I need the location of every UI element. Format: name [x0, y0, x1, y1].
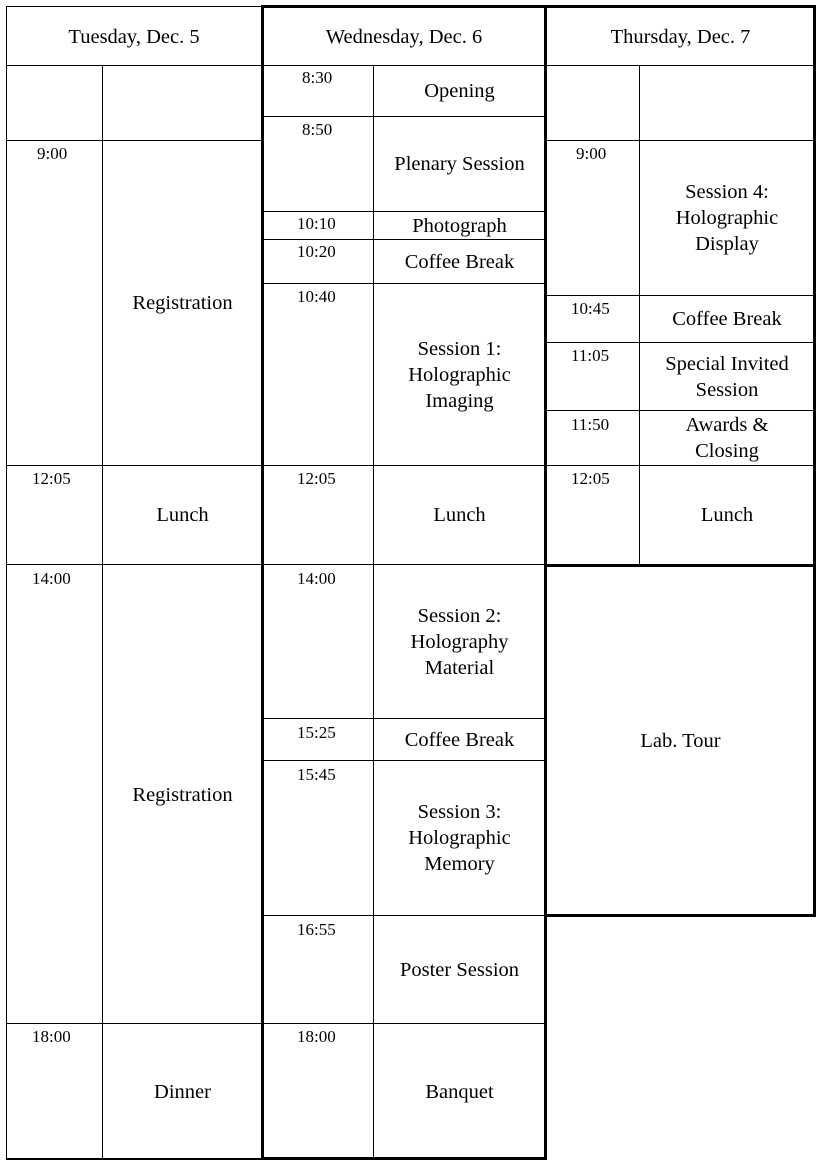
wed-time-1545: 15:45	[297, 765, 336, 784]
grid-line	[6, 140, 262, 141]
thu-time-1205: 12:05	[571, 469, 610, 488]
grid-line	[102, 65, 103, 1159]
thu-lab-tour: Lab. Tour	[640, 730, 721, 752]
wed-time-1040: 10:40	[297, 287, 336, 306]
tue-time-1205: 12:05	[32, 469, 71, 488]
wed-time-1020: 10:20	[297, 242, 336, 261]
grid-line	[544, 5, 816, 8]
grid-line	[263, 564, 545, 565]
grid-line	[547, 65, 813, 66]
wed-time-1010: 10:10	[297, 214, 336, 233]
wed-coffee-break-afternoon: Coffee Break	[404, 728, 515, 751]
grid-line	[263, 65, 545, 66]
wed-photograph: Photograph	[412, 214, 507, 237]
grid-line	[547, 140, 813, 141]
thu-time-1150: 11:50	[571, 415, 610, 434]
grid-line	[261, 1157, 547, 1160]
grid-line	[263, 239, 545, 240]
grid-line	[6, 465, 262, 466]
tue-time-1400: 14:00	[32, 569, 71, 588]
grid-line	[639, 65, 640, 564]
tue-registration-morning: Registration	[132, 292, 233, 314]
wed-session-1: Session 1: Holographic Imaging	[408, 337, 511, 412]
grid-line	[544, 564, 816, 567]
grid-line	[263, 1023, 545, 1024]
wed-coffee-break-morning: Coffee Break	[404, 250, 515, 273]
grid-line	[6, 6, 7, 1160]
header-tuesday: Tuesday, Dec. 5	[68, 25, 200, 48]
thu-time-0900: 9:00	[576, 144, 607, 163]
header-thursday: Thursday, Dec. 7	[610, 25, 751, 48]
thu-awards-closing: Awards & Closing	[685, 414, 769, 462]
tue-lunch: Lunch	[156, 504, 209, 526]
wed-time-1525: 15:25	[297, 723, 336, 742]
tue-time-1800: 18:00	[32, 1027, 71, 1046]
thu-special-invited-session: Special Invited Session	[665, 352, 789, 401]
grid-line	[6, 1158, 262, 1160]
thu-lunch: Lunch	[700, 504, 754, 526]
tue-registration-afternoon: Registration	[132, 784, 233, 806]
grid-line	[6, 1023, 262, 1024]
grid-line	[6, 564, 262, 565]
grid-line	[544, 5, 547, 1160]
tue-time-0900: 9:00	[37, 144, 68, 163]
thu-session-4: Session 4: Holographic Display	[675, 181, 779, 255]
grid-line	[263, 283, 545, 284]
wed-plenary-session: Plenary Session	[394, 153, 525, 175]
tue-dinner: Dinner	[154, 1080, 211, 1103]
wed-time-1205: 12:05	[297, 469, 336, 488]
grid-line	[263, 116, 545, 117]
wed-time-0830: 8:30	[302, 68, 333, 87]
wed-opening: Opening	[424, 80, 495, 102]
grid-line	[263, 915, 545, 916]
wed-lunch: Lunch	[433, 504, 486, 526]
grid-line	[547, 342, 813, 343]
wed-poster-session: Poster Session	[399, 958, 520, 981]
header-wednesday: Wednesday, Dec. 6	[325, 25, 483, 48]
grid-line	[263, 718, 545, 719]
wed-session-3: Session 3: Holographic Memory	[408, 801, 511, 875]
grid-line	[547, 410, 813, 411]
thu-coffee-break: Coffee Break	[672, 308, 782, 330]
grid-line	[813, 5, 816, 917]
grid-line	[544, 914, 816, 917]
grid-line	[263, 465, 545, 466]
grid-line	[263, 760, 545, 761]
grid-line	[6, 65, 262, 66]
thu-time-1105: 11:05	[571, 346, 610, 365]
wed-time-1800: 18:00	[297, 1027, 336, 1046]
wed-time-0850: 8:50	[302, 120, 333, 139]
wed-banquet: Banquet	[425, 1080, 494, 1103]
thu-time-1045: 10:45	[571, 299, 610, 318]
grid-line	[261, 5, 547, 8]
grid-line	[373, 65, 374, 1158]
grid-line	[547, 465, 813, 466]
grid-line	[263, 211, 545, 212]
wed-time-1655: 16:55	[297, 920, 336, 939]
wed-session-2: Session 2: Holography Material	[410, 605, 509, 679]
grid-line	[547, 295, 813, 296]
grid-line	[261, 5, 264, 1160]
grid-line	[6, 6, 262, 7]
wed-time-1400: 14:00	[297, 569, 336, 588]
